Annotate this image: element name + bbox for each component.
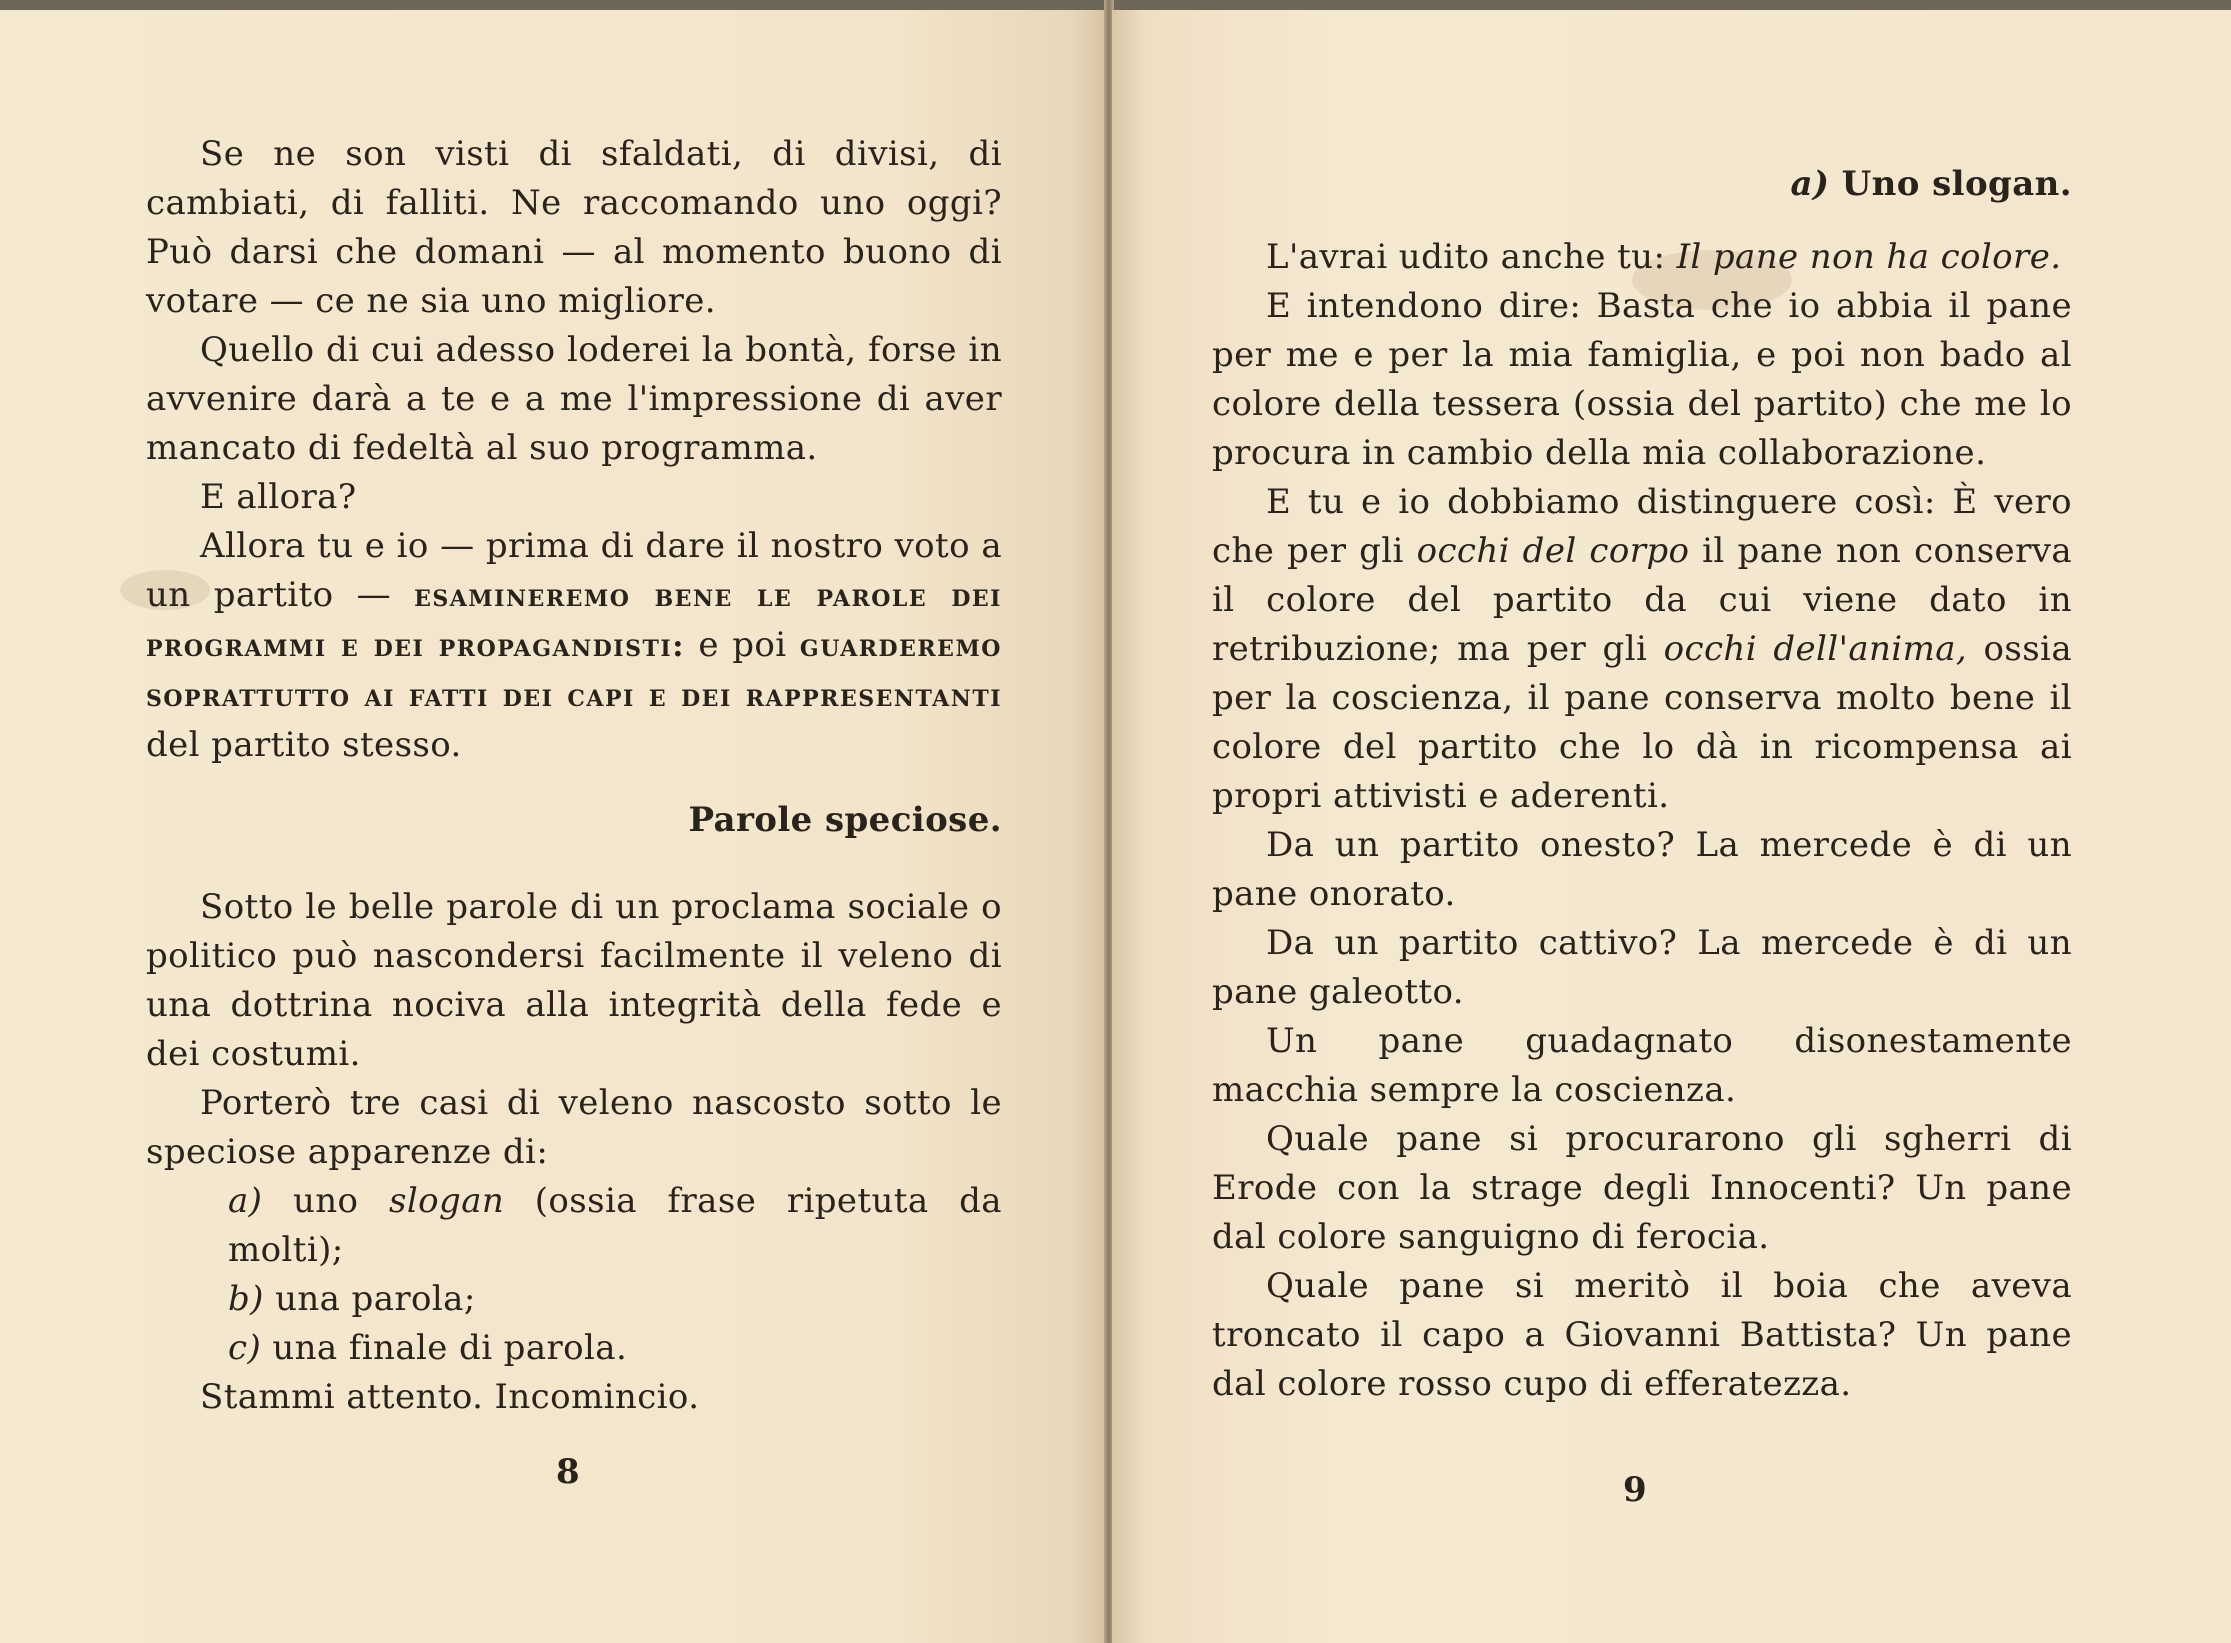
list-item-a: [146, 1177, 1002, 1275]
heading-text: Uno slogan.: [1841, 164, 2072, 204]
text-run: una parola;: [275, 1279, 476, 1319]
page-number: 8: [556, 1452, 580, 1492]
page-number: 9: [1623, 1470, 1647, 1510]
paragraph: Sotto le belle parole di un proclama sociale o politico può nascondersi facilmente il veleno di una dottrina nociva alla integrità della fede e dei costumi.: [146, 887, 1002, 1074]
text-run: Allora tu e io — prima di dare il nostro voto a un partito —: [146, 526, 1002, 615]
paragraph: Quale pane si meritò il boia che aveva troncato il capo a Giovanni Battista? Un pane dal colore rosso cupo di efferatezza.: [1212, 1266, 2072, 1404]
right-page-text: [1212, 160, 2072, 1409]
text-run: ossia per la coscienza, il pane conserva molto bene il colore del partito che lo dà in ricompensa ai propri attivisti e aderenti.: [1212, 629, 2072, 816]
paragraph: [1212, 233, 2072, 282]
paragraph: Porterò tre casi di veleno nascosto sotto le speciose apparenze di:: [146, 1083, 1002, 1172]
paragraph: E intendono dire: Basta che io abbia il pane per me e per la mia famiglia, e poi non bado al colore della tessera (ossia del partito) che me lo procura in cambio della mia collaborazione.: [1212, 286, 2072, 473]
text-run: del partito stesso.: [146, 725, 462, 765]
paragraph: E allora?: [200, 477, 357, 517]
left-page-text: [146, 130, 1002, 1422]
paragraph: Quale pane si procurarono gli sgherri di Erode con la strage degli Innocenti? Un pane dal colore sanguigno di ferocia.: [1212, 1119, 2072, 1257]
text-run: il pane non conserva il colore del partito da cui viene dato in retribuzione; ma per gli: [1212, 531, 2072, 669]
paragraph: Da un partito cattivo? La mercede è di un pane galeotto.: [1212, 923, 2072, 1012]
paragraph: Quello di cui adesso loderei la bontà, forse in avvenire darà a te e a me l'impressione di aver mancato di fedeltà al suo programma.: [146, 330, 1002, 468]
paragraph: [1212, 478, 2072, 821]
list-marker: c): [228, 1328, 262, 1368]
paragraph: Un pane guadagnato disonestamente macchia sempre la coscienza.: [1212, 1021, 2072, 1110]
italic-term: occhi dell'anima,: [1663, 629, 1968, 669]
paragraph: Da un partito onesto? La mercede è di un pane onorato.: [1212, 825, 2072, 914]
paragraph-voting: [146, 522, 1002, 770]
text-run: uno: [292, 1181, 359, 1221]
text-run: E tu e io dobbiamo distinguere così: È vero che per gli: [1212, 482, 2072, 571]
text-run: e poi: [698, 625, 787, 665]
list-item-c: [146, 1324, 1002, 1373]
paragraph: Se ne son visti di sfaldati, di divisi, di cambiati, di falliti. Ne raccomando uno oggi? Può darsi che domani — al momento buono di votare — ce ne sia uno migliore.: [146, 134, 1002, 321]
section-heading: Parole speciose.: [688, 800, 1002, 840]
closing-line: Stammi attento. Incomincio.: [200, 1377, 700, 1417]
emphasis-smallcaps: esamineremo bene le parole dei programmi e dei propagandisti:: [146, 578, 1002, 664]
section-heading: [1212, 160, 2072, 209]
text-run: L'avrai udito anche tu:: [1266, 237, 1666, 277]
heading-marker: a): [1790, 164, 1830, 204]
italic-term: occhi del corpo: [1416, 531, 1690, 571]
list-item-b: [146, 1275, 1002, 1324]
italic-quote: Il pane non ha colore.: [1676, 237, 2062, 277]
text-run: (ossia frase ripetuta da molti);: [228, 1181, 1002, 1270]
text-run: una finale di parola.: [272, 1328, 628, 1368]
italic-term: slogan: [389, 1181, 505, 1221]
list-marker: a): [228, 1181, 263, 1221]
list-marker: b): [228, 1279, 264, 1319]
emphasis-smallcaps: guarderemo soprattutto ai fatti dei capi e dei rappresentanti: [146, 628, 1002, 714]
